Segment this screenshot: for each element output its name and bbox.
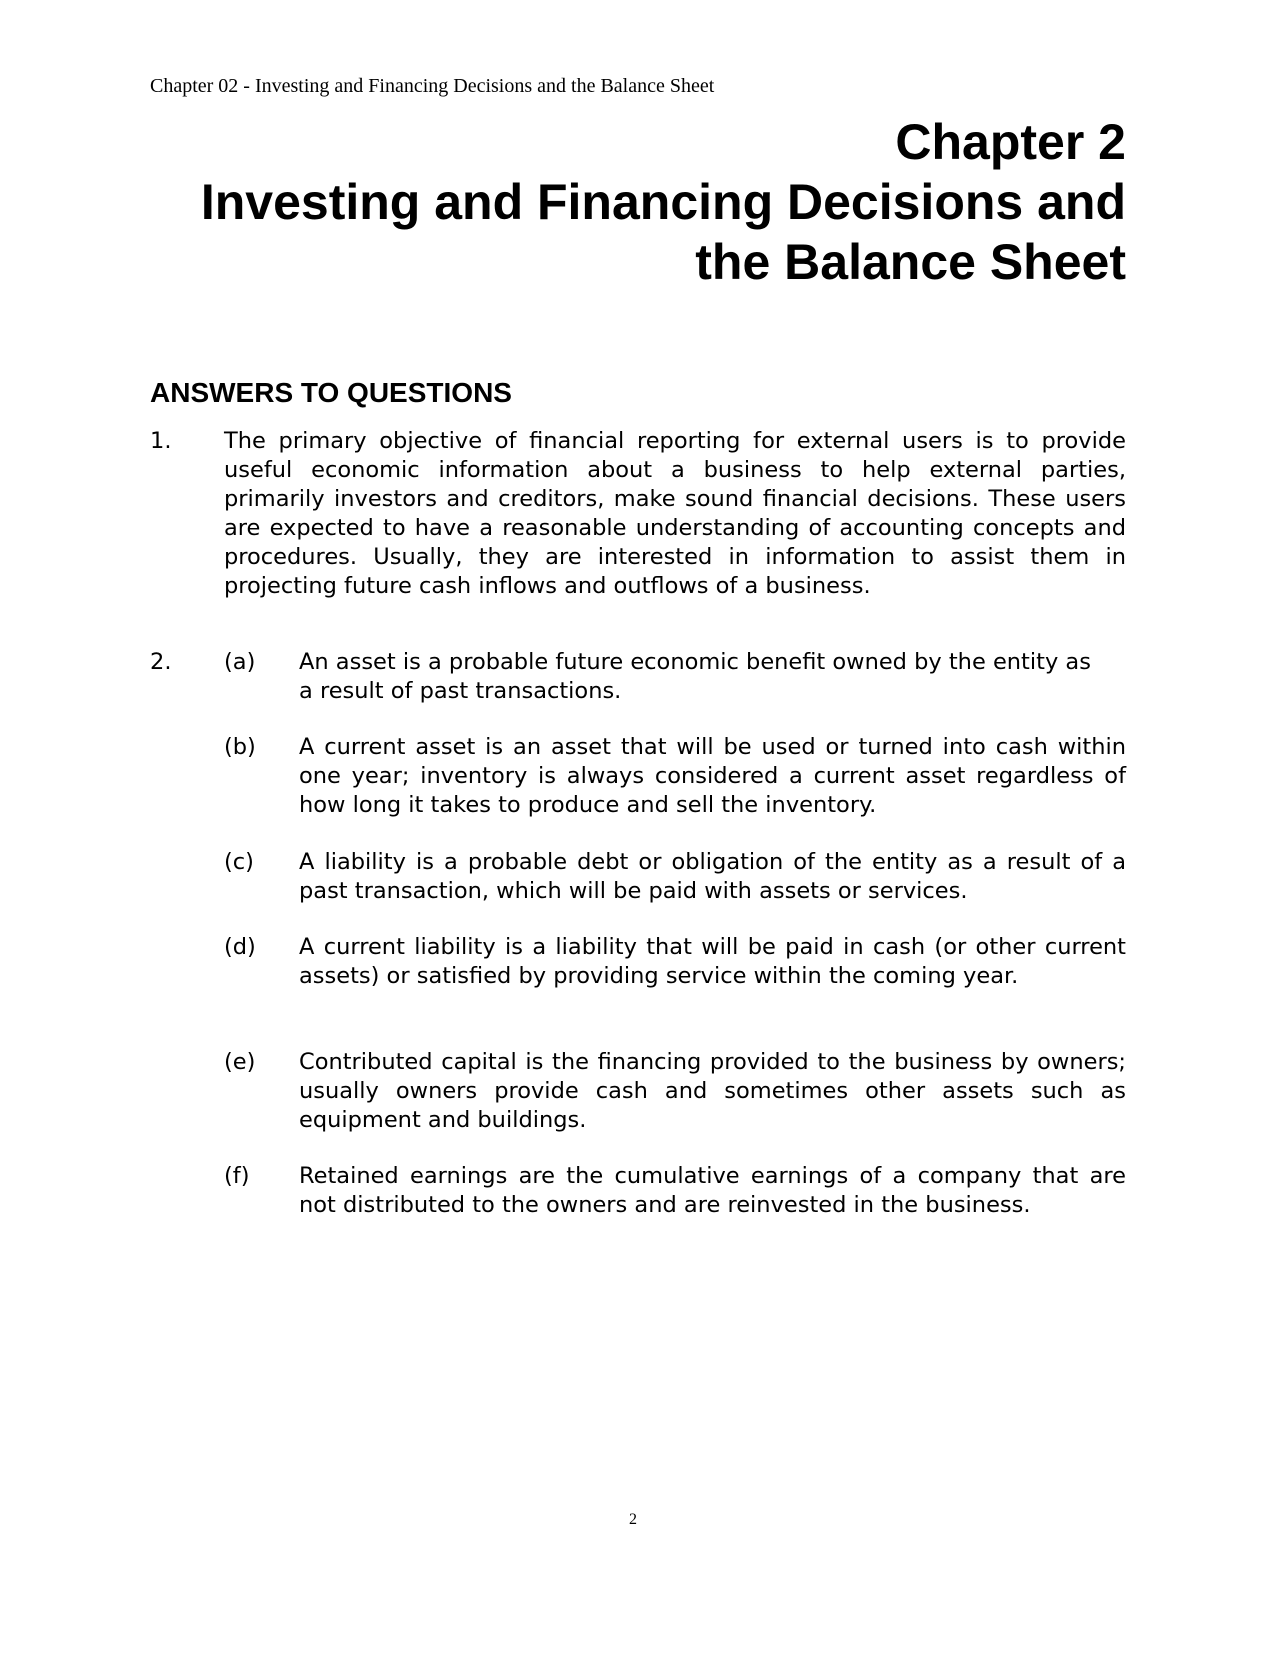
sub-item-label: (e)	[224, 1049, 256, 1075]
section-heading: ANSWERS TO QUESTIONS	[150, 377, 512, 408]
running-header: Chapter 02 - Investing and Financing Decisions and the Balance Sheet	[150, 75, 715, 97]
sub-item-label: (c)	[224, 849, 254, 875]
sub-item-text: A current liability is a liability that will be paid in cash (or other current assets) or satisfied by providing service within the coming year.	[299, 934, 1126, 989]
sub-item-text: A liability is a probable debt or obligation of the entity as a result of a past transaction, which will be paid with assets or services.	[299, 849, 1126, 904]
sub-item-text: A current asset is an asset that will be used or turned into cash within one year; inventory is always considered a current asset regardless of how long it takes to produce and sell the inventory.	[299, 734, 1126, 818]
sub-item-label: (f)	[224, 1163, 250, 1189]
sub-item-text: An asset is a probable future economic benefit owned by the entity as a result of past transactions.	[299, 649, 1091, 704]
chapter-title	[150, 112, 1126, 292]
sub-item-text: Retained earnings are the cumulative earnings of a company that are not distributed to the owners and are reinvested in the business.	[299, 1163, 1126, 1218]
chapter-title-line: Investing and Financing Decisions and	[200, 174, 1126, 230]
chapter-title-number: Chapter 2	[895, 114, 1126, 170]
page-number: 2	[629, 1511, 637, 1528]
sub-item-label: (a)	[224, 649, 256, 675]
question-number: 1.	[150, 428, 172, 454]
question-number: 2.	[150, 649, 172, 675]
question-answer-text: The primary objective of financial reporting for external users is to provide useful economic information about a business to help external parties, primarily investors and creditors, make sound financial decisions. These users are expected to have a reasonable understanding of accounting concepts and procedures. Usually, they are interested in information to assist them in projecting future cash inflows and outflows of a business.	[224, 428, 1126, 599]
sub-item-label: (b)	[224, 734, 256, 760]
chapter-title-line: the Balance Sheet	[695, 234, 1126, 290]
sub-item-text: Contributed capital is the financing provided to the business by owners; usually owners provide cash and sometimes other assets such as equipment and buildings.	[299, 1049, 1126, 1133]
sub-item-label: (d)	[224, 934, 256, 960]
